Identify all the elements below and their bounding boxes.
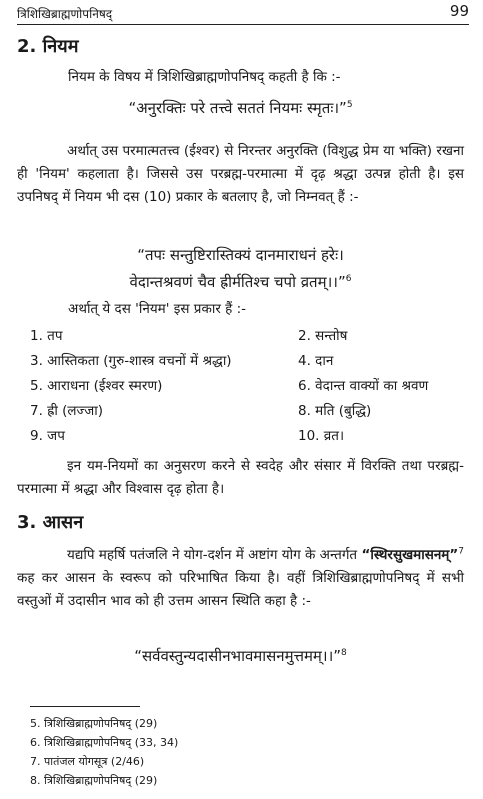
footnote-item: 8. त्रिशिखिब्राह्मणोपनिषद् (29) bbox=[30, 774, 158, 787]
niyam-list-intro: अर्थात् ये दस 'नियम' इस प्रकार हैं :- bbox=[68, 301, 247, 317]
niyam-list bbox=[30, 326, 470, 451]
footnote-divider bbox=[30, 706, 140, 707]
list-row bbox=[30, 326, 470, 351]
footnote-ref-5: 5 bbox=[346, 100, 353, 110]
niyam-conclusion: इन यम-नियमों का अनुसरण करने से स्वदेह और संसार में विरक्ति तथा परब्रह्म-परमात्मा में श्रद्धा और विश्वास दृढ़ होता है। bbox=[17, 458, 464, 497]
niyam-paragraph: अर्थात् उस परमात्मतत्त्व (ईश्वर) से निरन्तर अनुरक्ति (विशुद्ध प्रेम या भक्ति) रखना ही 'नियम' कहलाता है। जिससे उस परब्रह्म-परमात्मा में दृढ़ श्रद्धा उत्पन्न होती है। इस उपनिषद् में नियम भी दस (10) प्रकार के बतलाए है, जो निम्नवत् हैं :- bbox=[17, 143, 464, 205]
footnote-item: 7. पातंजल योगसूत्र (2/46) bbox=[30, 755, 145, 768]
asan-verse bbox=[17, 646, 464, 666]
list-item: 3. आस्तिकता (गुरु-शास्त्र वचनों में श्रद्धा) bbox=[30, 353, 232, 369]
footnote-ref-6: 6 bbox=[345, 274, 352, 284]
asan-paragraph bbox=[17, 544, 464, 613]
list-item: 9. जप bbox=[30, 428, 65, 444]
niyam-verse2-line2 bbox=[17, 272, 464, 292]
footnotes bbox=[30, 714, 178, 790]
list-row bbox=[30, 351, 470, 376]
niyam-intro: नियम के विषय में त्रिशिखिब्राह्मणोपनिषद् कहती है कि :- bbox=[68, 69, 341, 85]
list-row bbox=[30, 426, 470, 451]
list-row bbox=[30, 376, 470, 401]
list-item: 2. सन्तोष bbox=[298, 328, 348, 344]
list-item: 5. आराधना (ईश्वर स्मरण) bbox=[30, 378, 163, 394]
running-header bbox=[17, 2, 469, 25]
section-heading-niyam: 2. नियम bbox=[17, 36, 79, 57]
list-item: 6. वेदान्त वाक्यों का श्रवण bbox=[298, 378, 429, 394]
footnote-item: 5. त्रिशिखिब्राह्मणोपनिषद् (29) bbox=[30, 717, 158, 730]
list-item: 10. व्रत। bbox=[298, 428, 345, 444]
asan-sutra-quote: “स्थिरसुखमासनम्” bbox=[361, 547, 459, 563]
section-heading-asan: 3. आसन bbox=[17, 512, 84, 533]
list-item: 8. मति (बुद्धि) bbox=[298, 403, 372, 419]
niyam-verse2-line1: “तपः सन्तुष्टिरास्तिक्यं दानमाराधनं हरेः। bbox=[137, 246, 344, 264]
niyam-verse-text: “अनुरक्तिः परे तत्त्वे सततं नियमः स्मृतः।” bbox=[128, 99, 347, 117]
asan-verse-text: “सर्ववस्तुन्यदासीनभावमासनमुत्तमम्।।” bbox=[134, 647, 342, 665]
list-item: 1. तप bbox=[30, 328, 63, 344]
footnote-ref-7: 7 bbox=[458, 546, 464, 557]
footnote-item: 6. त्रिशिखिब्राह्मणोपनिषद् (33, 34) bbox=[30, 736, 179, 749]
page-number: 99 bbox=[449, 2, 469, 20]
list-item: 7. ह्री (लज्जा) bbox=[30, 403, 104, 419]
list-row bbox=[30, 401, 470, 426]
footnote-ref-8: 8 bbox=[341, 648, 347, 658]
niyam-verse bbox=[17, 98, 464, 118]
asan-paragraph-rest: कह कर आसन के स्वरूप को परिभाषित किया है। वहीं त्रिशिखिब्राह्मणोपनिषद् में सभी वस्तुओं में उदासीन भाव को ही उत्तम आसन स्थिति कहा है :- bbox=[17, 570, 464, 609]
running-header-title: त्रिशिखिब्राह्मणोपनिषद् bbox=[17, 7, 113, 21]
niyam-verse2-line2-text: वेदान्तश्रवणं चैव ह्रीर्मतिश्च चपो व्रतम्।।” bbox=[129, 273, 346, 291]
asan-paragraph-lead: यद्यपि महर्षि पतंजलि ने योग-दर्शन में अष्टांग योग के अन्तर्गत bbox=[67, 547, 358, 563]
list-item: 4. दान bbox=[298, 353, 334, 369]
